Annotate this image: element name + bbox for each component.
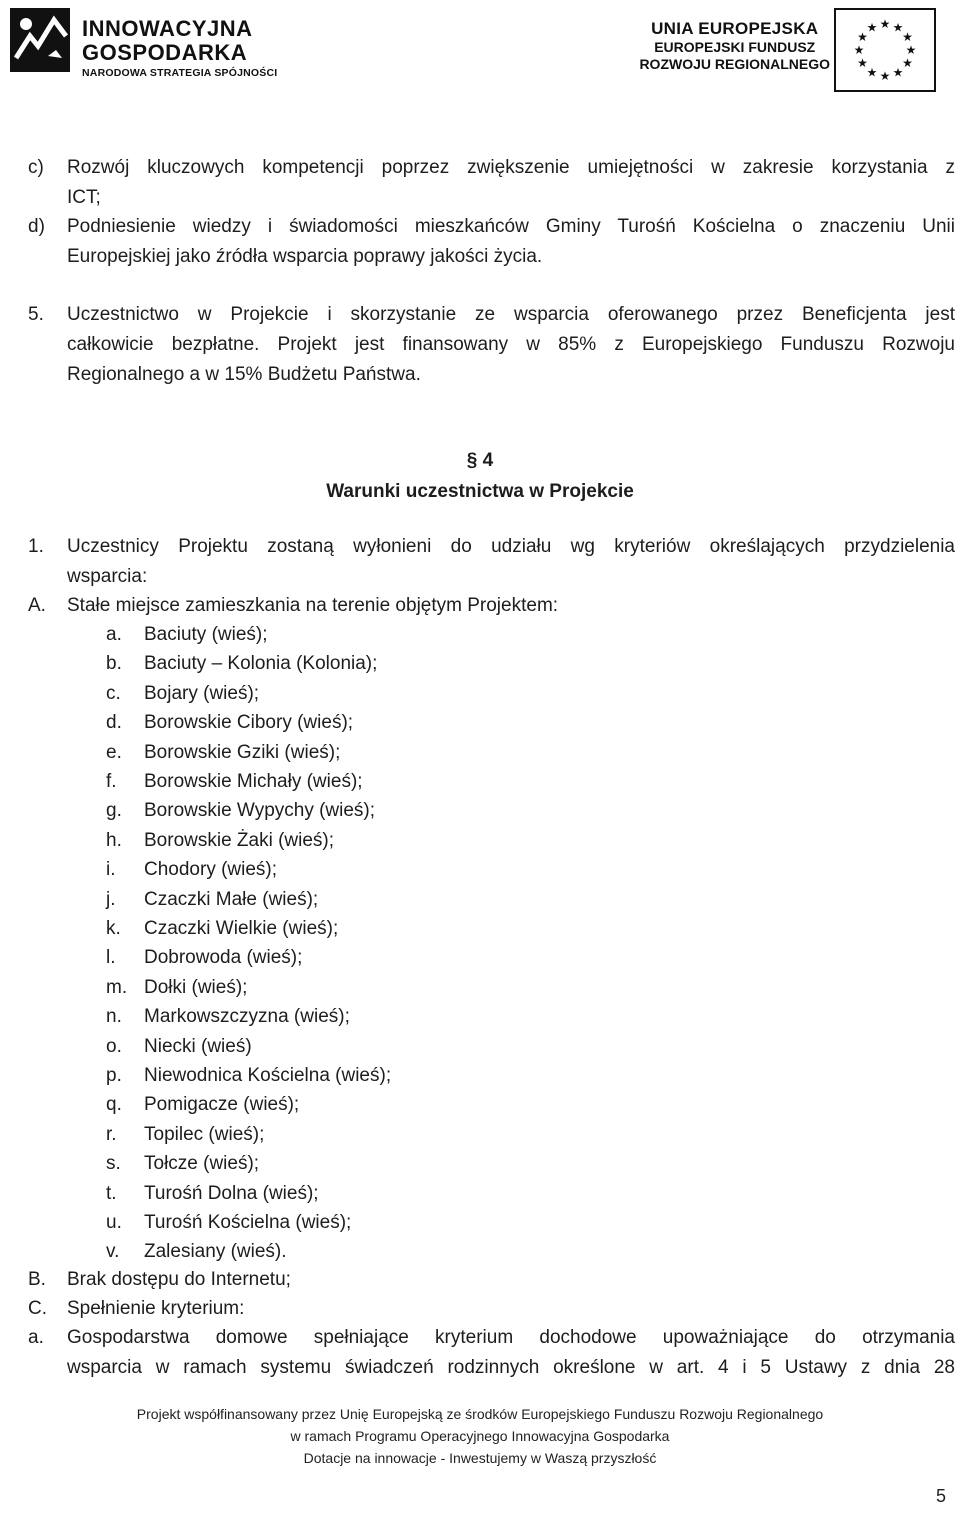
village-marker: g. bbox=[106, 800, 122, 822]
village-marker: k. bbox=[106, 918, 121, 939]
village-name: Chodory (wieś); bbox=[144, 859, 278, 881]
criterion-text: Stałe miejsce zamieszkania na terenie objętym Projektem: bbox=[67, 595, 559, 616]
point-marker: 1. bbox=[28, 536, 44, 557]
point-text: Uczestnictwo w Projekcie i skorzystanie ze wsparcia oferowanego przez Beneficjenta jest bbox=[67, 304, 955, 325]
village-name: Markowszczyzna (wieś); bbox=[144, 1006, 350, 1028]
subitem-text: Gospodarstwa domowe spełniające kryterium dochodowe upoważniające do otrzymania bbox=[67, 1327, 955, 1348]
eu-star-icon: ★ bbox=[892, 65, 904, 80]
logo-line-3: NARODOWA STRATEGIA SPÓJNOŚCI bbox=[82, 67, 278, 79]
point-text: Uczestnicy Projektu zostaną wyłonieni do udziału wg kryteriów określających przydzielenia bbox=[67, 536, 955, 557]
eu-star-icon: ★ bbox=[866, 20, 878, 35]
criterion-marker: B. bbox=[28, 1269, 46, 1290]
village-marker: e. bbox=[106, 741, 122, 763]
village-name: Bojary (wieś); bbox=[144, 682, 260, 704]
village-name: Borowskie Wypychy (wieś); bbox=[144, 800, 376, 822]
eu-star-icon: ★ bbox=[857, 56, 868, 70]
point-text: całkowicie bezpłatne. Projekt jest finansowany w 85% z Europejskiego Funduszu Rozwoju bbox=[67, 334, 955, 355]
footer-line-2: w ramach Programu Operacyjnego Innowacyjna Gospodarka bbox=[290, 1428, 670, 1444]
village-marker: m. bbox=[106, 976, 128, 998]
point-marker: 5. bbox=[28, 304, 44, 325]
village-marker: s. bbox=[106, 1153, 121, 1175]
list-item-text: Podniesienie wiedzy i świadomości mieszkańców Gminy Turośń Kościelna o znaczeniu Unii bbox=[67, 216, 955, 237]
village-name: Borowskie Gziki (wieś); bbox=[144, 741, 341, 763]
eu-star-icon: ★ bbox=[892, 20, 904, 35]
village-marker: l. bbox=[106, 947, 116, 969]
village-name: Czaczki Wielkie (wieś); bbox=[144, 918, 339, 939]
village-marker: f. bbox=[106, 771, 117, 792]
village-name: Dobrowoda (wieś); bbox=[144, 947, 303, 969]
list-item-text: Rozwój kluczowych kompetencji poprzez zwiększenie umiejętności w zakresie korzystania z bbox=[67, 157, 955, 178]
village-marker: q. bbox=[106, 1094, 122, 1116]
village-marker: u. bbox=[106, 1212, 122, 1233]
village-name: Borowskie Michały (wieś); bbox=[144, 771, 363, 792]
list-marker: d) bbox=[28, 216, 45, 237]
village-marker: c. bbox=[106, 682, 121, 704]
criterion-text: Spełnienie kryterium: bbox=[67, 1298, 245, 1319]
criterion-marker: A. bbox=[28, 595, 46, 616]
list-item-text: Europejskiej jako źródła wsparcia poprawy jakości życia. bbox=[67, 246, 543, 267]
village-name: Topilec (wieś); bbox=[144, 1123, 265, 1145]
village-name: Zalesiany (wieś). bbox=[144, 1241, 287, 1263]
village-name: Niecki (wieś) bbox=[144, 1035, 252, 1057]
section-number-value: 4 bbox=[482, 450, 494, 471]
eu-star-icon: ★ bbox=[879, 17, 891, 31]
point-text: wsparcia: bbox=[67, 566, 148, 587]
village-marker: j. bbox=[106, 888, 116, 910]
footer-line-3: Dotacje na innowacje - Inwestujemy w Waszą przyszłość bbox=[303, 1450, 657, 1466]
section-number bbox=[0, 446, 960, 476]
logo-line-2: GOSPODARKA bbox=[82, 40, 248, 65]
village-marker: h. bbox=[106, 829, 122, 851]
eu-star-icon: ★ bbox=[857, 30, 868, 44]
village-marker: n. bbox=[106, 1006, 122, 1028]
village-name: Tołcze (wieś); bbox=[144, 1153, 260, 1175]
subitem-marker: a. bbox=[28, 1327, 44, 1348]
page-number: 5 bbox=[936, 1486, 947, 1506]
eu-star-icon: ★ bbox=[879, 69, 891, 83]
eu-line-3: ROZWOJU REGIONALNEGO bbox=[639, 56, 830, 72]
section-title: Warunki uczestnictwa w Projekcie bbox=[326, 481, 634, 502]
village-name: Turośń Dolna (wieś); bbox=[144, 1182, 319, 1204]
village-marker: d. bbox=[106, 712, 122, 734]
criterion-marker: C. bbox=[28, 1298, 47, 1319]
eu-star-icon: ★ bbox=[853, 43, 865, 57]
village-name: Borowskie Żaki (wieś); bbox=[144, 829, 335, 851]
village-name: Dołki (wieś); bbox=[144, 976, 248, 998]
village-name: Baciuty (wieś); bbox=[144, 624, 268, 645]
eu-star-icon: ★ bbox=[902, 56, 913, 70]
subitem-text: wsparcia w ramach systemu świadczeń rodzinnych określone w art. 4 i 5 Ustawy z dnia 28 bbox=[67, 1357, 955, 1378]
village-marker: b. bbox=[106, 653, 122, 675]
eu-star-icon: ★ bbox=[866, 65, 878, 80]
village-marker: p. bbox=[106, 1065, 122, 1086]
list-marker: c) bbox=[28, 157, 44, 178]
village-marker: o. bbox=[106, 1035, 122, 1057]
eu-star-icon: ★ bbox=[905, 43, 917, 57]
village-name: Czaczki Małe (wieś); bbox=[144, 888, 319, 910]
point-text: Regionalnego a w 15% Budżetu Państwa. bbox=[67, 364, 421, 385]
village-name: Borowskie Cibory (wieś); bbox=[144, 712, 354, 734]
footer-line-1: Projekt współfinansowany przez Unię Europejską ze środków Europejskiego Funduszu Rozwoju Regionalnego bbox=[136, 1406, 824, 1422]
list-item-text: ICT; bbox=[67, 187, 101, 208]
village-name: Niewodnica Kościelna (wieś); bbox=[144, 1065, 392, 1086]
village-name: Turośń Kościelna (wieś); bbox=[144, 1212, 352, 1233]
section-symbol: § bbox=[466, 450, 478, 471]
eu-star-icon: ★ bbox=[902, 30, 913, 44]
village-marker: r. bbox=[106, 1123, 117, 1145]
village-marker: a. bbox=[106, 624, 122, 645]
village-name: Baciuty – Kolonia (Kolonia); bbox=[144, 653, 378, 675]
village-name: Pomigacze (wieś); bbox=[144, 1094, 300, 1116]
criterion-text: Brak dostępu do Internetu; bbox=[67, 1269, 291, 1290]
eu-line-1: UNIA EUROPEJSKA bbox=[651, 19, 819, 38]
village-marker: v. bbox=[106, 1241, 120, 1263]
logo-line-1: INNOWACYJNA bbox=[82, 16, 253, 41]
eu-line-2: EUROPEJSKI FUNDUSZ bbox=[654, 39, 816, 55]
village-marker: i. bbox=[106, 859, 116, 881]
village-marker: t. bbox=[106, 1182, 117, 1204]
